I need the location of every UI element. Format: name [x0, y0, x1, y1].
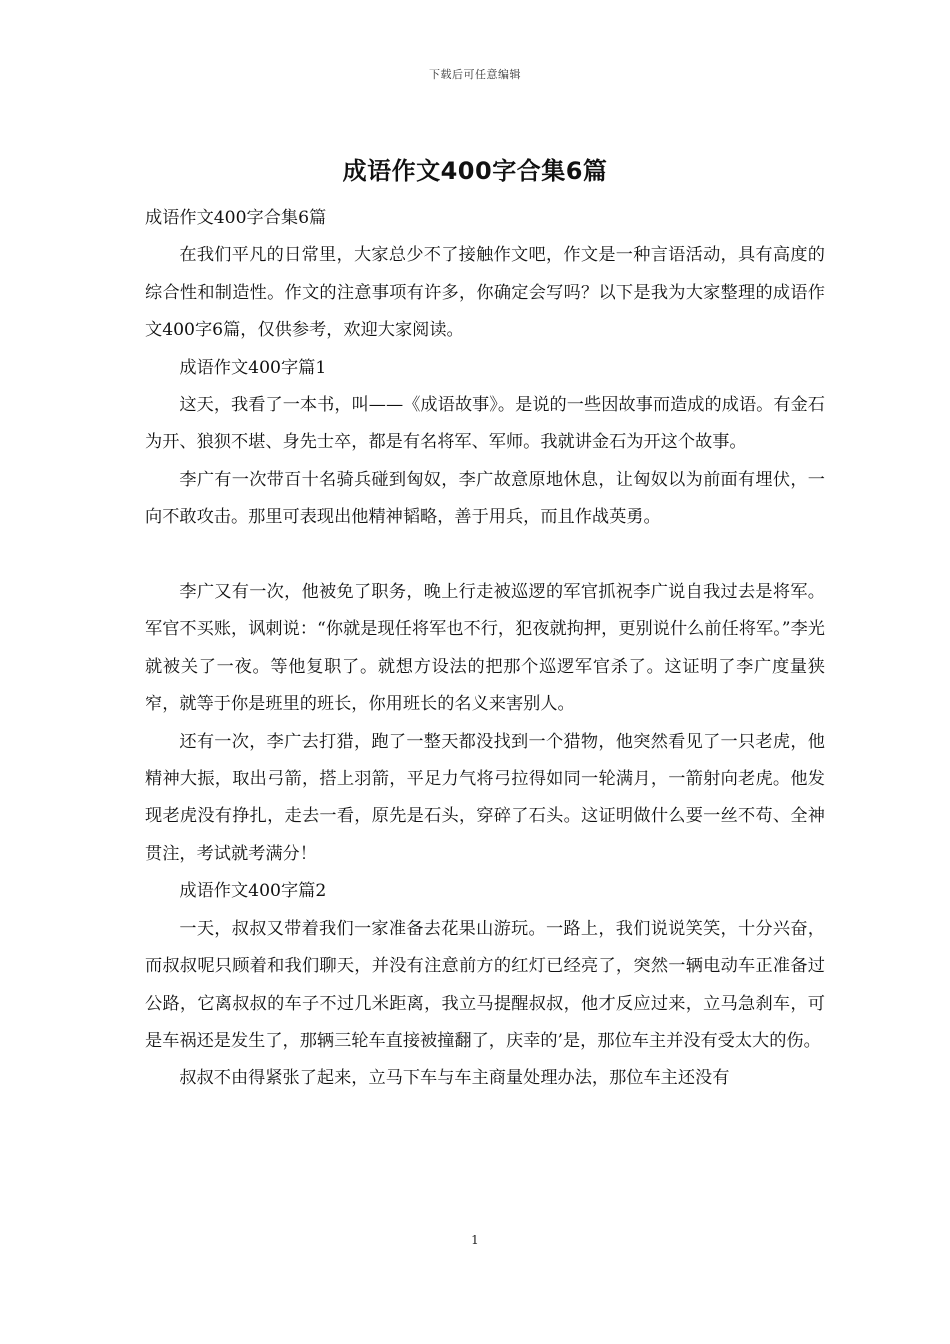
blank-line: [145, 537, 825, 574]
document-body: [145, 200, 825, 1098]
section-heading: 成语作文400字篇1: [179, 357, 327, 378]
body-paragraph: 李广又有一次，他被免了职务，晚上行走被巡逻的军官抓祝李广说自我过去是将军。军官不买账，讽刺说：“你就是现任将军也不行，犯夜就拘押，更别说什么前任将军。”李光就被关了一夜。等他复职了。就想方设法的把那个巡逻军官杀了。这证明了李广度量狭窄，就等于你是班里的班长，你用班长的名义来害别人。: [145, 582, 825, 715]
page-header: 下载后可任意编辑: [429, 68, 521, 81]
section-heading: 成语作文400字篇2: [179, 881, 327, 902]
subtitle-paragraph: 成语作文400字合集6篇: [145, 208, 327, 228]
body-paragraph: 这天，我看了一本书，叫——《成语故事》。是说的一些因故事而造成的成语。有金石为开、狼狈不堪、身先士卒，都是有名将军、军师。我就讲金石为开这个故事。: [145, 395, 825, 453]
document-title: 成语作文400字合集6篇: [342, 157, 608, 185]
body-paragraph: 叔叔不由得紧张了起来，立马下车与车主商量处理办法，那位车主还没有: [179, 1068, 730, 1089]
body-paragraph: 还有一次，李广去打猎，跑了一整天都没找到一个猎物，他突然看见了一只老虎，他精神大振，取出弓箭，搭上羽箭，平足力气将弓拉得如同一轮满月，一箭射向老虎。他发现老虎没有挣扎，走去一看，原先是石头，穿碎了石头。这证明做什么要一丝不苟、全神贯注，考试就考满分！: [145, 731, 825, 864]
body-paragraph: 一天，叔叔又带着我们一家准备去花果山游玩。一路上，我们说说笑笑，十分兴奋，而叔叔呢只顾着和我们聊天，并没有注意前方的红灯已经亮了，突然一辆电动车正准备过公路，它离叔叔的车子不过几米距离，我立马提醒叔叔，他才反应过来，立马急刹车，可是车祸还是发生了，那辆三轮车直接被撞翻了，庆幸的’是，那位车主并没有受太大的伤。: [145, 918, 825, 1051]
intro-paragraph: 在我们平凡的日常里，大家总少不了接触作文吧，作文是一种言语活动，具有高度的综合性和制造性。作文的注意事项有许多，你确定会写吗？以下是我为大家整理的成语作文400字6篇，仅供参考，欢迎大家阅读。: [145, 245, 825, 341]
body-paragraph: 李广有一次带百十名骑兵碰到匈奴，李广故意原地休息，让匈奴以为前面有埋伏，一向不敢攻击。那里可表现出他精神韬略，善于用兵，而且作战英勇。: [145, 469, 825, 528]
page-number: 1: [471, 1233, 479, 1247]
